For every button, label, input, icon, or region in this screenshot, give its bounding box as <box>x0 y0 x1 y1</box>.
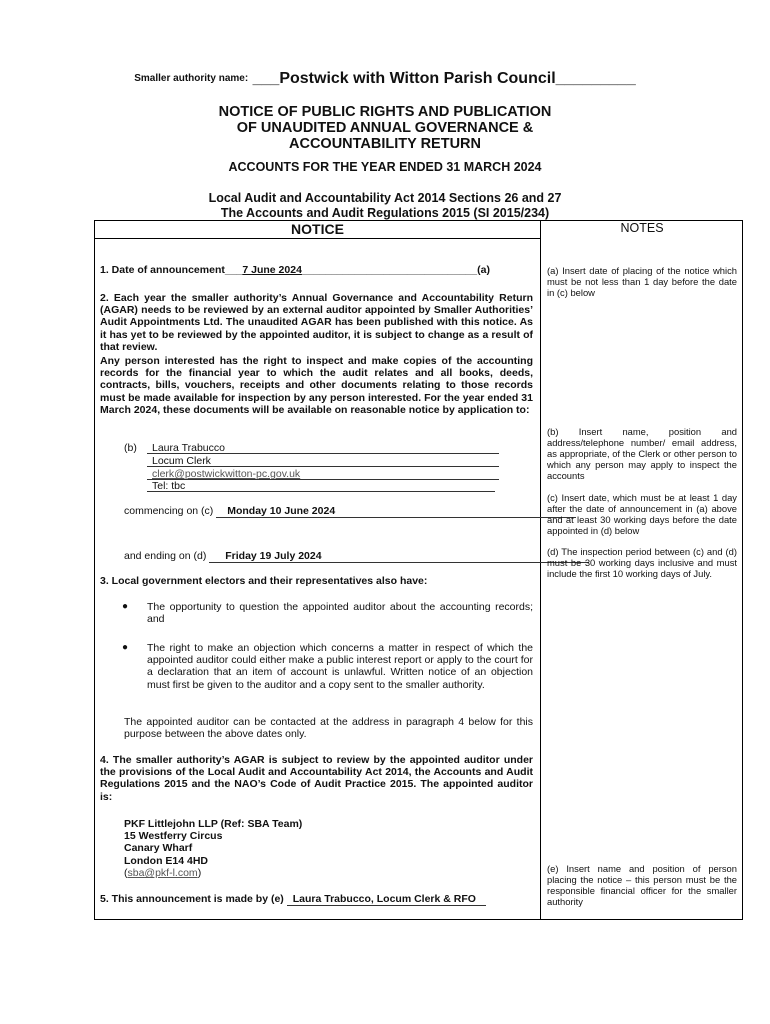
auditor-address-2: Canary Wharf <box>124 842 193 854</box>
commencing-date: Monday 10 June 2024 <box>227 505 336 517</box>
auditor-email-line: (sba@pkf-l.com) <box>124 867 202 879</box>
auditor-email-link[interactable]: sba@pkf-l.com <box>127 867 198 879</box>
notice-title <box>0 104 770 152</box>
contact-role: Locum Clerk <box>152 455 211 467</box>
notice-column-heading: NOTICE <box>291 221 344 237</box>
column-divider <box>540 220 541 920</box>
commencing-label: commencing on (c) <box>124 505 214 517</box>
auditor-name: PKF Littlejohn LLP (Ref: SBA Team) <box>124 818 303 830</box>
authority-name-line <box>0 70 770 88</box>
note-c: (c) Insert date, which must be at least 1 day after the date of announcement in (a) above and at least 30 working days before the date appointed in (d) below <box>547 492 737 536</box>
contact-email-link[interactable]: clerk@postwickwitton-pc.gov.uk <box>152 468 301 480</box>
contact-telephone: Tel: tbc <box>152 480 186 492</box>
ending-line <box>124 550 534 563</box>
legislation-line-2: The Accounts and Audit Regulations 2015 (SI 2015/234) <box>220 206 550 220</box>
accounts-year-subtitle: ACCOUNTS FOR THE YEAR ENDED 31 MARCH 2024 <box>228 160 542 174</box>
announcement-by-line <box>100 893 540 906</box>
title-line-2: OF UNAUDITED ANNUAL GOVERNANCE & <box>236 120 534 136</box>
auditor-contact-paragraph: The appointed auditor can be contacted at the address in paragraph 4 below for this purpose between the above dates only. <box>124 716 533 741</box>
auditor-address-3: London E14 4HD <box>124 855 209 867</box>
elector-rights-heading: 3. Local government electors and their representatives also have: <box>100 575 428 587</box>
note-d: (d) The inspection period between (c) and (d) must be 30 working days inclusive and must include the first 10 working days of July. <box>547 546 737 579</box>
rights-bullet-question: The opportunity to question the appointed auditor about the accounting records; and <box>147 601 533 626</box>
auditor-address-1: 15 Westferry Circus <box>124 830 223 842</box>
announcement-date-label: 1. Date of announcement___ <box>100 264 243 276</box>
note-b: (b) Insert name, position and address/telephone number/ email address, as appropriate, of the Clerk or other person to which any person may apply to inspect the accounts <box>547 426 737 481</box>
inspection-rights-paragraph: Any person interested has the right to inspect and make copies of the accounting records for the financial year to which the audit relates and all books, deeds, contracts, bills, vouchers, receipts and other documents relating to those records must be made available for inspection by any person interested. For the year ended 31 March 2024, these documents will be available on reasonable notice by application to: <box>100 355 533 416</box>
announcement-date-value: 7 June 2024 <box>242 264 302 276</box>
notice-header-rule <box>94 238 541 239</box>
legislation-heading <box>0 191 770 221</box>
authority-name-label: Smaller authority name: <box>134 73 249 84</box>
authority-name-value: ___Postwick with Witton Parish Council_________ <box>252 70 636 87</box>
contact-name: Laura Trabucco <box>152 442 225 454</box>
notes-column-heading: NOTES <box>620 221 664 235</box>
announcement-by-name: Laura Trabucco, Locum Clerk & RFO <box>292 893 476 905</box>
announcement-date-line <box>100 264 540 277</box>
auditor-review-paragraph: 4. The smaller authority’s AGAR is subject to review by the appointed auditor under the provisions of the Local Audit and Accountability Act 2014, the Accounts and Audit Regulations 2015 and the NAO’s Code of Audit Practice 2015. The appointed auditor is: <box>100 754 533 803</box>
ending-label: and ending on (d) <box>124 550 207 562</box>
agar-review-paragraph: 2. Each year the smaller authority’s Annual Governance and Accountability Return (AGAR) needs to be reviewed by an external auditor appointed by Smaller Authorities’ Audit Appointments Ltd. The unaudited AGAR has been published with this notice. As it has yet to be reviewed by the appointed auditor, it is subject to change as a result of that review. <box>100 292 533 353</box>
note-e: (e) Insert name and position of person placing the notice – this person must be the responsible financial officer for the smaller authority <box>547 863 737 907</box>
legislation-line-1: Local Audit and Accountability Act 2014 Sections 26 and 27 <box>208 191 562 205</box>
bullet-icon: ● <box>122 601 129 612</box>
bullet-icon: ● <box>122 642 129 653</box>
title-line-1: NOTICE OF PUBLIC RIGHTS AND PUBLICATION <box>218 104 552 120</box>
rights-bullet-objection: The right to make an objection which concerns a matter in respect of which the appointed auditor could either make a public interest report or apply to the court for a declaration that an item of account is unlawful. Written notice of an objection must first be given to the auditor and a copy sent to the smaller authority. <box>147 642 533 691</box>
contact-marker: (b) <box>124 442 137 454</box>
commencing-line <box>124 505 534 518</box>
announcement-by-label: 5. This announcement is made by (e) <box>100 893 284 905</box>
ending-date: Friday 19 July 2024 <box>225 550 322 562</box>
note-a: (a) Insert date of placing of the notice which must be not less than 1 day before the date in (c) below <box>547 265 737 298</box>
title-line-3: ACCOUNTABILITY RETURN <box>289 136 481 152</box>
announcement-date-tail: ______________________________(a) <box>301 264 490 276</box>
contact-rule-4 <box>147 491 495 492</box>
